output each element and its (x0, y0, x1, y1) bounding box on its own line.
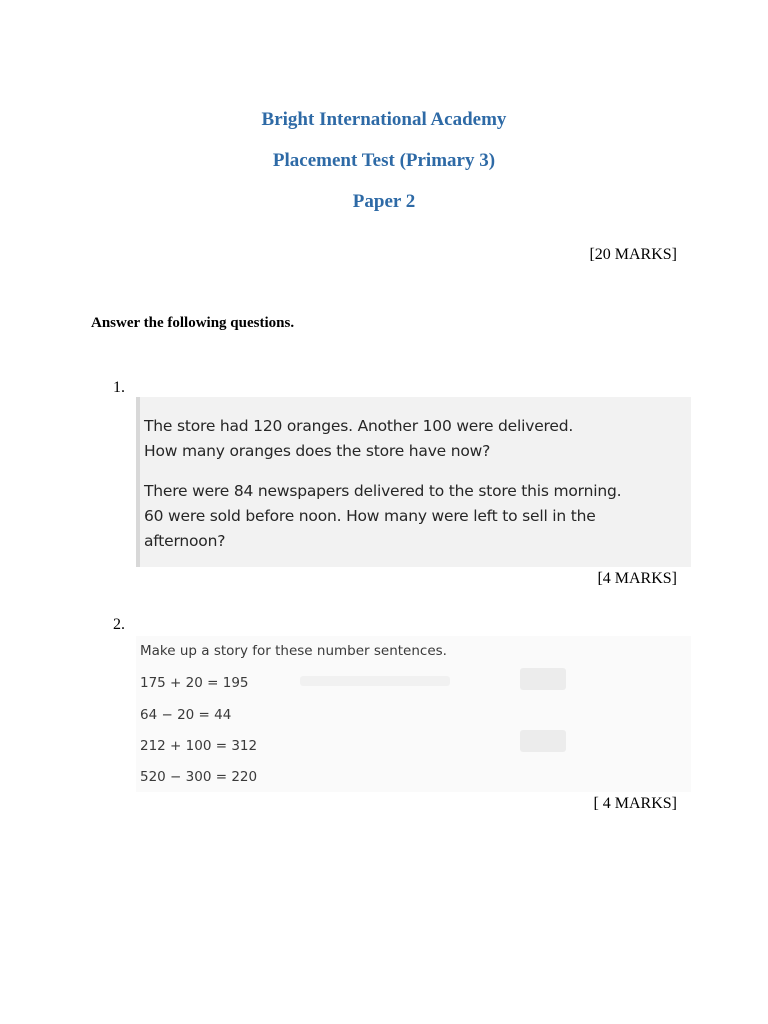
paper-title: Paper 2 (352, 191, 416, 212)
scan-smudge (300, 676, 450, 686)
question-1-line: There were 84 newspapers delivered to the store this morning. (144, 482, 622, 500)
number-sentence: 64 − 20 = 44 (140, 707, 232, 723)
question-2-marks: [ 4 MARKS] (593, 795, 677, 812)
question-1-marks: [4 MARKS] (597, 570, 677, 587)
number-sentence: 175 + 20 = 195 (140, 675, 249, 691)
question-1-line: The store had 120 oranges. Another 100 were delivered. (144, 417, 574, 435)
question-2-prompt: Make up a story for these number sentences. (140, 643, 447, 659)
test-title: Placement Test (Primary 3) (272, 150, 496, 171)
question-2-number: 2. (113, 616, 125, 633)
instructions: Answer the following questions. (91, 315, 295, 331)
total-marks: [20 MARKS] (589, 246, 677, 263)
scan-smudge (520, 668, 566, 690)
school-name: Bright International Academy (261, 109, 507, 130)
number-sentence: 212 + 100 = 312 (140, 738, 258, 754)
question-1-line: How many oranges does the store have now? (144, 442, 491, 460)
scan-edge (136, 397, 140, 567)
question-1-number: 1. (113, 379, 125, 396)
number-sentence: 520 − 300 = 220 (140, 769, 258, 785)
question-1-line: 60 were sold before noon. How many were left to sell in the (144, 507, 596, 525)
scan-smudge (520, 730, 566, 752)
question-1-line: afternoon? (144, 532, 226, 550)
